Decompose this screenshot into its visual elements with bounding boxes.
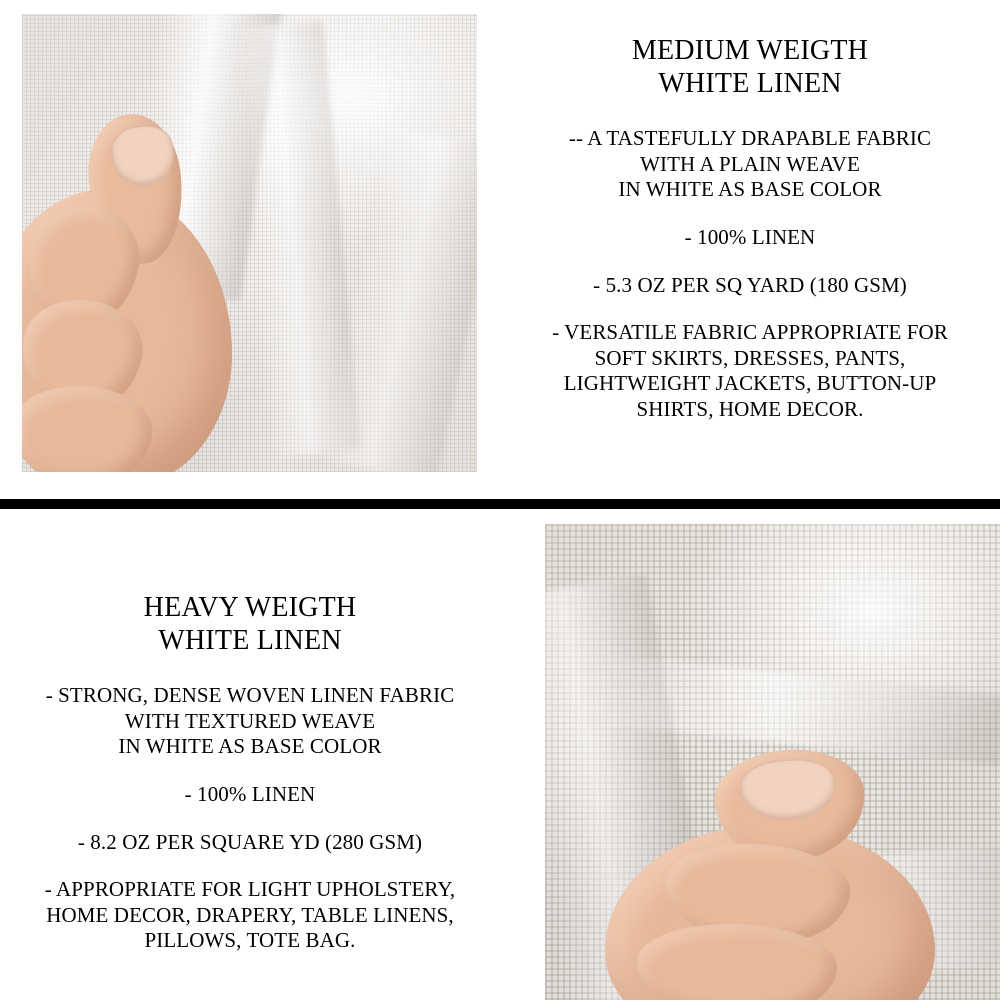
description-line: WITH TEXTURED WEAVE <box>124 708 376 733</box>
uses-line: SHIRTS, HOME DECOR. <box>636 396 864 421</box>
heavy-weight-text-area <box>0 509 500 1000</box>
medium-weight-fabric-photo <box>22 14 477 472</box>
uses-line: LIGHTWEIGHT JACKETS, BUTTON-UP <box>563 371 937 396</box>
title-line: HEAVY WEIGTH <box>143 592 357 623</box>
medium-weight-text-area <box>500 0 1000 499</box>
heavy-weight-title <box>144 591 357 657</box>
uses-line: SOFT SKIRTS, DRESSES, PANTS, <box>594 345 906 370</box>
heavy-weight-description <box>46 683 455 760</box>
weight-line: - 5.3 OZ PER SQ YARD (180 GSM) <box>593 272 907 297</box>
medium-weight-description <box>569 126 931 203</box>
composition-line: - 100% LINEN <box>184 781 316 806</box>
medium-weight-composition <box>685 225 816 251</box>
description-line: IN WHITE AS BASE COLOR <box>618 177 882 202</box>
weight-line: - 8.2 OZ PER SQUARE YD (280 GSM) <box>77 829 423 854</box>
heavy-weight-fabric-photo <box>545 524 1000 1000</box>
panel-medium-weight <box>0 0 1000 499</box>
medium-weight-uses <box>552 320 948 422</box>
uses-line: - APPROPRIATE FOR LIGHT UPHOLSTERY, <box>44 877 456 902</box>
medium-weight-title <box>632 34 868 100</box>
title-line: WHITE LINEN <box>158 625 342 657</box>
heavy-weight-composition <box>185 782 316 808</box>
title-line: WHITE LINEN <box>658 68 842 100</box>
uses-line: HOME DECOR, DRAPERY, TABLE LINENS, <box>46 902 454 927</box>
panel-divider <box>0 499 1000 509</box>
heavy-weight-weight <box>78 830 422 856</box>
composition-line: - 100% LINEN <box>684 224 816 249</box>
uses-line: PILLOWS, TOTE BAG. <box>144 928 356 953</box>
description-line: - STRONG, DENSE WOVEN LINEN FABRIC <box>45 683 455 708</box>
title-line: MEDIUM WEIGTH <box>631 35 869 66</box>
uses-line: - VERSATILE FABRIC APPROPRIATE FOR <box>552 320 948 345</box>
description-line: WITH A PLAIN WEAVE <box>640 151 860 176</box>
description-line: IN WHITE AS BASE COLOR <box>118 734 382 759</box>
description-line: -- A TASTEFULLY DRAPABLE FABRIC <box>568 126 932 151</box>
medium-weight-image-area <box>0 0 500 499</box>
medium-weight-weight <box>593 273 907 299</box>
heavy-weight-uses <box>45 877 456 954</box>
